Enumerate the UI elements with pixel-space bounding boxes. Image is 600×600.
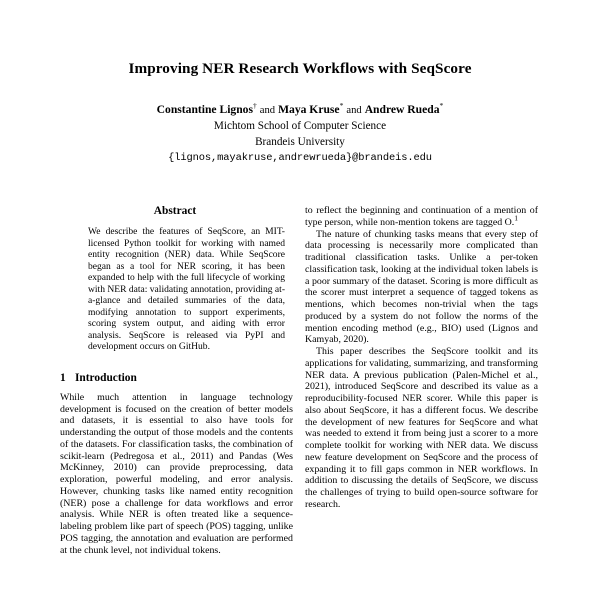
section-heading-introduction [60, 373, 293, 385]
column-left [60, 373, 293, 600]
paragraph: While much attention in language technology development is focused on the creation of better models and datasets, it is essential to also have tools for understanding the output of those models and the contents of the datasets. For classification tasks, the combination of scikit-learn (Pedregosa et al., 2011) and Pandas (Wes McKinney, 2010) can provide preprocessing, data exploration, powerful modeling, and error analysis. However, chunking tasks like named entity recognition (NER) pose a challenge for data workflows and error analysis. While NER is often treated like a sequence-labeling problem like part of speech (POS) tagging, unlike POS tagging, the annotation and evaluation are performed at the chunk level, not individual tokens. [60, 391, 293, 556]
author-email: {lignos,mayakruse,andrewrueda}@brandeis.edu [168, 152, 432, 164]
abstract-heading: Abstract [153, 205, 197, 217]
author-separator-2: and [346, 105, 362, 116]
section-number: 1 [60, 373, 66, 384]
section-title: Introduction [75, 373, 137, 384]
page-title: Improving NER Research Workflows with SeqScore [128, 60, 472, 77]
paragraph-continuation-text: to reflect the beginning and continuation of a mention of type person, while non-mention tokens are tagged O. [305, 205, 538, 228]
paragraph-continuation [305, 205, 538, 229]
author-mark-3: * [439, 101, 444, 111]
author-name-1: Constantine Lignos [156, 103, 253, 116]
author-mark-2: * [339, 101, 344, 111]
author-separator-1: and [259, 105, 276, 116]
affiliation-school: Michtom School of Computer Science [213, 120, 387, 132]
author-line [0, 102, 600, 119]
abstract-text: We describe the features of SeqScore, an MIT-licensed Python toolkit for working with named entity recognition (NER) data. While SeqScore began as a tool for NER scoring, it has been expanded to help with the full lifecycle of working with NER data: validating annotation, providing at-a-glance and detailed summaries of the data, modifying annotation to support experiments, scoring system output, and aiding with error analysis. SeqScore is released via PyPI and development occurs on GitHub. [88, 226, 285, 353]
footnote-marker: 1 [514, 213, 519, 223]
author-mark-1: † [252, 101, 257, 111]
column-right [305, 205, 538, 600]
affiliation-university: Brandeis University [255, 135, 345, 148]
paragraph: This paper describes the SeqScore toolkit and its applications for validating, summarizing, and transforming NER data. A previous publication (Palen-Michel et al., 2021), introduced SeqScore and described its value as a reproducibility-focused NER scorer. While this paper is also about SeqScore, it has a different focus. We describe the development of new features for SeqScore and what was needed to extend it from being just a scorer to a more complete toolkit for working with NER data. We discuss new feature development on SeqScore and the process of expanding it to fill gaps common in NER workflows. In addition to discussing the details of SeqScore, we discuss the challenges of trying to build open-source software for research. [305, 346, 538, 510]
author-name-2: Maya Kruse [278, 103, 340, 116]
author-name-3: Andrew Rueda [364, 103, 440, 116]
author-block [0, 102, 600, 166]
paragraph: The nature of chunking tasks means that every step of data processing is necessarily more complicated than traditional classification tasks. Unlike a per-token classification task, looking at the individual token labels is a poor summary of the dataset. Scoring is more difficult as the scorer must interpret a sequence of tagged tokens as mentions, which becomes non-trivial when the tags produced by a system do not follow the norms of the mention encoding method (e.g., BIO) used (Lignos and Kamyab, 2020). [305, 228, 538, 346]
